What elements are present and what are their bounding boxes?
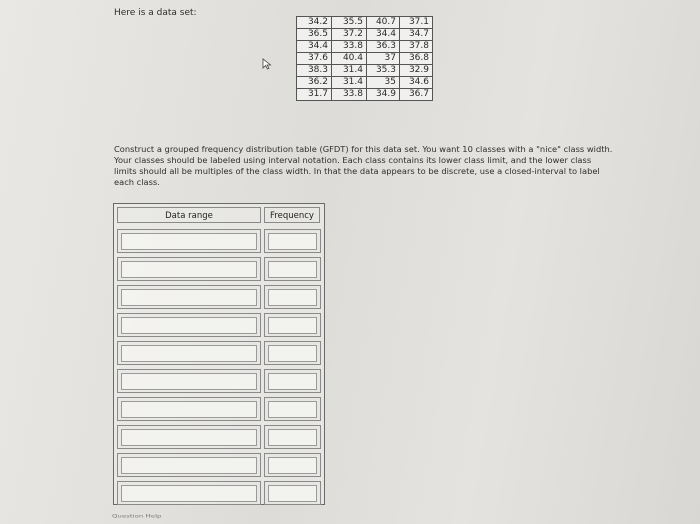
data-range-cell [117, 285, 261, 309]
frequency-cell [264, 481, 321, 505]
data-range-input[interactable] [121, 261, 257, 278]
data-range-cell [117, 481, 261, 505]
frequency-cell [264, 397, 321, 421]
frequency-row [117, 341, 321, 365]
data-row [297, 41, 433, 53]
data-range-cell [117, 425, 261, 449]
frequency-row [117, 453, 321, 477]
data-range-input[interactable] [121, 233, 257, 250]
frequency-cell [264, 425, 321, 449]
data-range-cell [117, 369, 261, 393]
data-cell: 36.3 [367, 41, 400, 53]
frequency-row [117, 397, 321, 421]
data-cell: 36.5 [297, 29, 332, 41]
data-row [297, 17, 433, 29]
data-range-input[interactable] [121, 289, 257, 306]
data-cell: 37 [367, 53, 400, 65]
data-row [297, 89, 433, 101]
data-range-input[interactable] [121, 373, 257, 390]
frequency-row [117, 425, 321, 449]
data-cell: 37.6 [297, 53, 332, 65]
frequency-row [117, 481, 321, 505]
frequency-input[interactable] [268, 485, 317, 502]
question-help-link[interactable]: Question Help [112, 514, 162, 519]
instructions-text: Construct a grouped frequency distribution table (GFDT) for this data set. You want 10 classes with a "nice" class width. Your classes should be labeled using interval notation. Each class contains its lower class limit, and the lower class limits should all be multiples of the class width. In that the data appears to be discrete, use a closed-interval to label each class. [114, 144, 613, 187]
data-cell: 34.7 [400, 29, 433, 41]
data-cell: 31.4 [332, 65, 367, 77]
data-range-cell [117, 453, 261, 477]
frequency-row [117, 313, 321, 337]
data-row [297, 65, 433, 77]
data-cell: 36.7 [400, 89, 433, 101]
frequency-row [117, 285, 321, 309]
data-cell: 37.8 [400, 41, 433, 53]
data-cell: 33.8 [332, 41, 367, 53]
frequency-input[interactable] [268, 289, 317, 306]
frequency-row [117, 257, 321, 281]
data-row [297, 29, 433, 41]
frequency-cell [264, 257, 321, 281]
data-cell: 33.8 [332, 89, 367, 101]
data-cell: 36.8 [400, 53, 433, 65]
data-cell: 40.4 [332, 53, 367, 65]
data-range-cell [117, 257, 261, 281]
data-cell: 32.9 [400, 65, 433, 77]
data-range-input[interactable] [121, 429, 257, 446]
data-cell: 34.4 [297, 41, 332, 53]
frequency-cell [264, 313, 321, 337]
data-range-input[interactable] [121, 317, 257, 334]
data-cell: 35.5 [332, 17, 367, 29]
data-range-input[interactable] [121, 457, 257, 474]
data-cell: 34.9 [367, 89, 400, 101]
data-cell: 35.3 [367, 65, 400, 77]
frequency-input[interactable] [268, 345, 317, 362]
data-cell: 34.6 [400, 77, 433, 89]
frequency-table [113, 203, 325, 505]
header-data-range: Data range [117, 207, 261, 223]
frequency-input[interactable] [268, 401, 317, 418]
data-range-cell [117, 341, 261, 365]
frequency-cell [264, 341, 321, 365]
data-row [297, 77, 433, 89]
data-cell: 36.2 [297, 77, 332, 89]
frequency-input[interactable] [268, 457, 317, 474]
data-cell: 31.4 [332, 77, 367, 89]
intro-label: Here is a data set: [114, 8, 197, 18]
frequency-row [117, 229, 321, 253]
data-cell: 37.2 [332, 29, 367, 41]
data-cell: 34.4 [367, 29, 400, 41]
frequency-cell [264, 453, 321, 477]
data-cell: 38.3 [297, 65, 332, 77]
data-range-input[interactable] [121, 345, 257, 362]
data-range-input[interactable] [121, 401, 257, 418]
frequency-row [117, 369, 321, 393]
frequency-input[interactable] [268, 233, 317, 250]
data-row [297, 53, 433, 65]
frequency-input[interactable] [268, 261, 317, 278]
data-range-cell [117, 397, 261, 421]
frequency-cell [264, 285, 321, 309]
data-range-cell [117, 229, 261, 253]
frequency-cell [264, 369, 321, 393]
data-range-input[interactable] [121, 485, 257, 502]
data-cell: 34.2 [297, 17, 332, 29]
frequency-input[interactable] [268, 317, 317, 334]
data-cell: 35 [367, 77, 400, 89]
data-cell: 40.7 [367, 17, 400, 29]
frequency-cell [264, 229, 321, 253]
frequency-input[interactable] [268, 373, 317, 390]
data-cell: 31.7 [297, 89, 332, 101]
data-range-cell [117, 313, 261, 337]
frequency-input[interactable] [268, 429, 317, 446]
data-cell: 37.1 [400, 17, 433, 29]
mouse-cursor-icon [262, 58, 274, 70]
data-set-table [296, 16, 433, 101]
header-frequency: Frequency [264, 207, 320, 223]
